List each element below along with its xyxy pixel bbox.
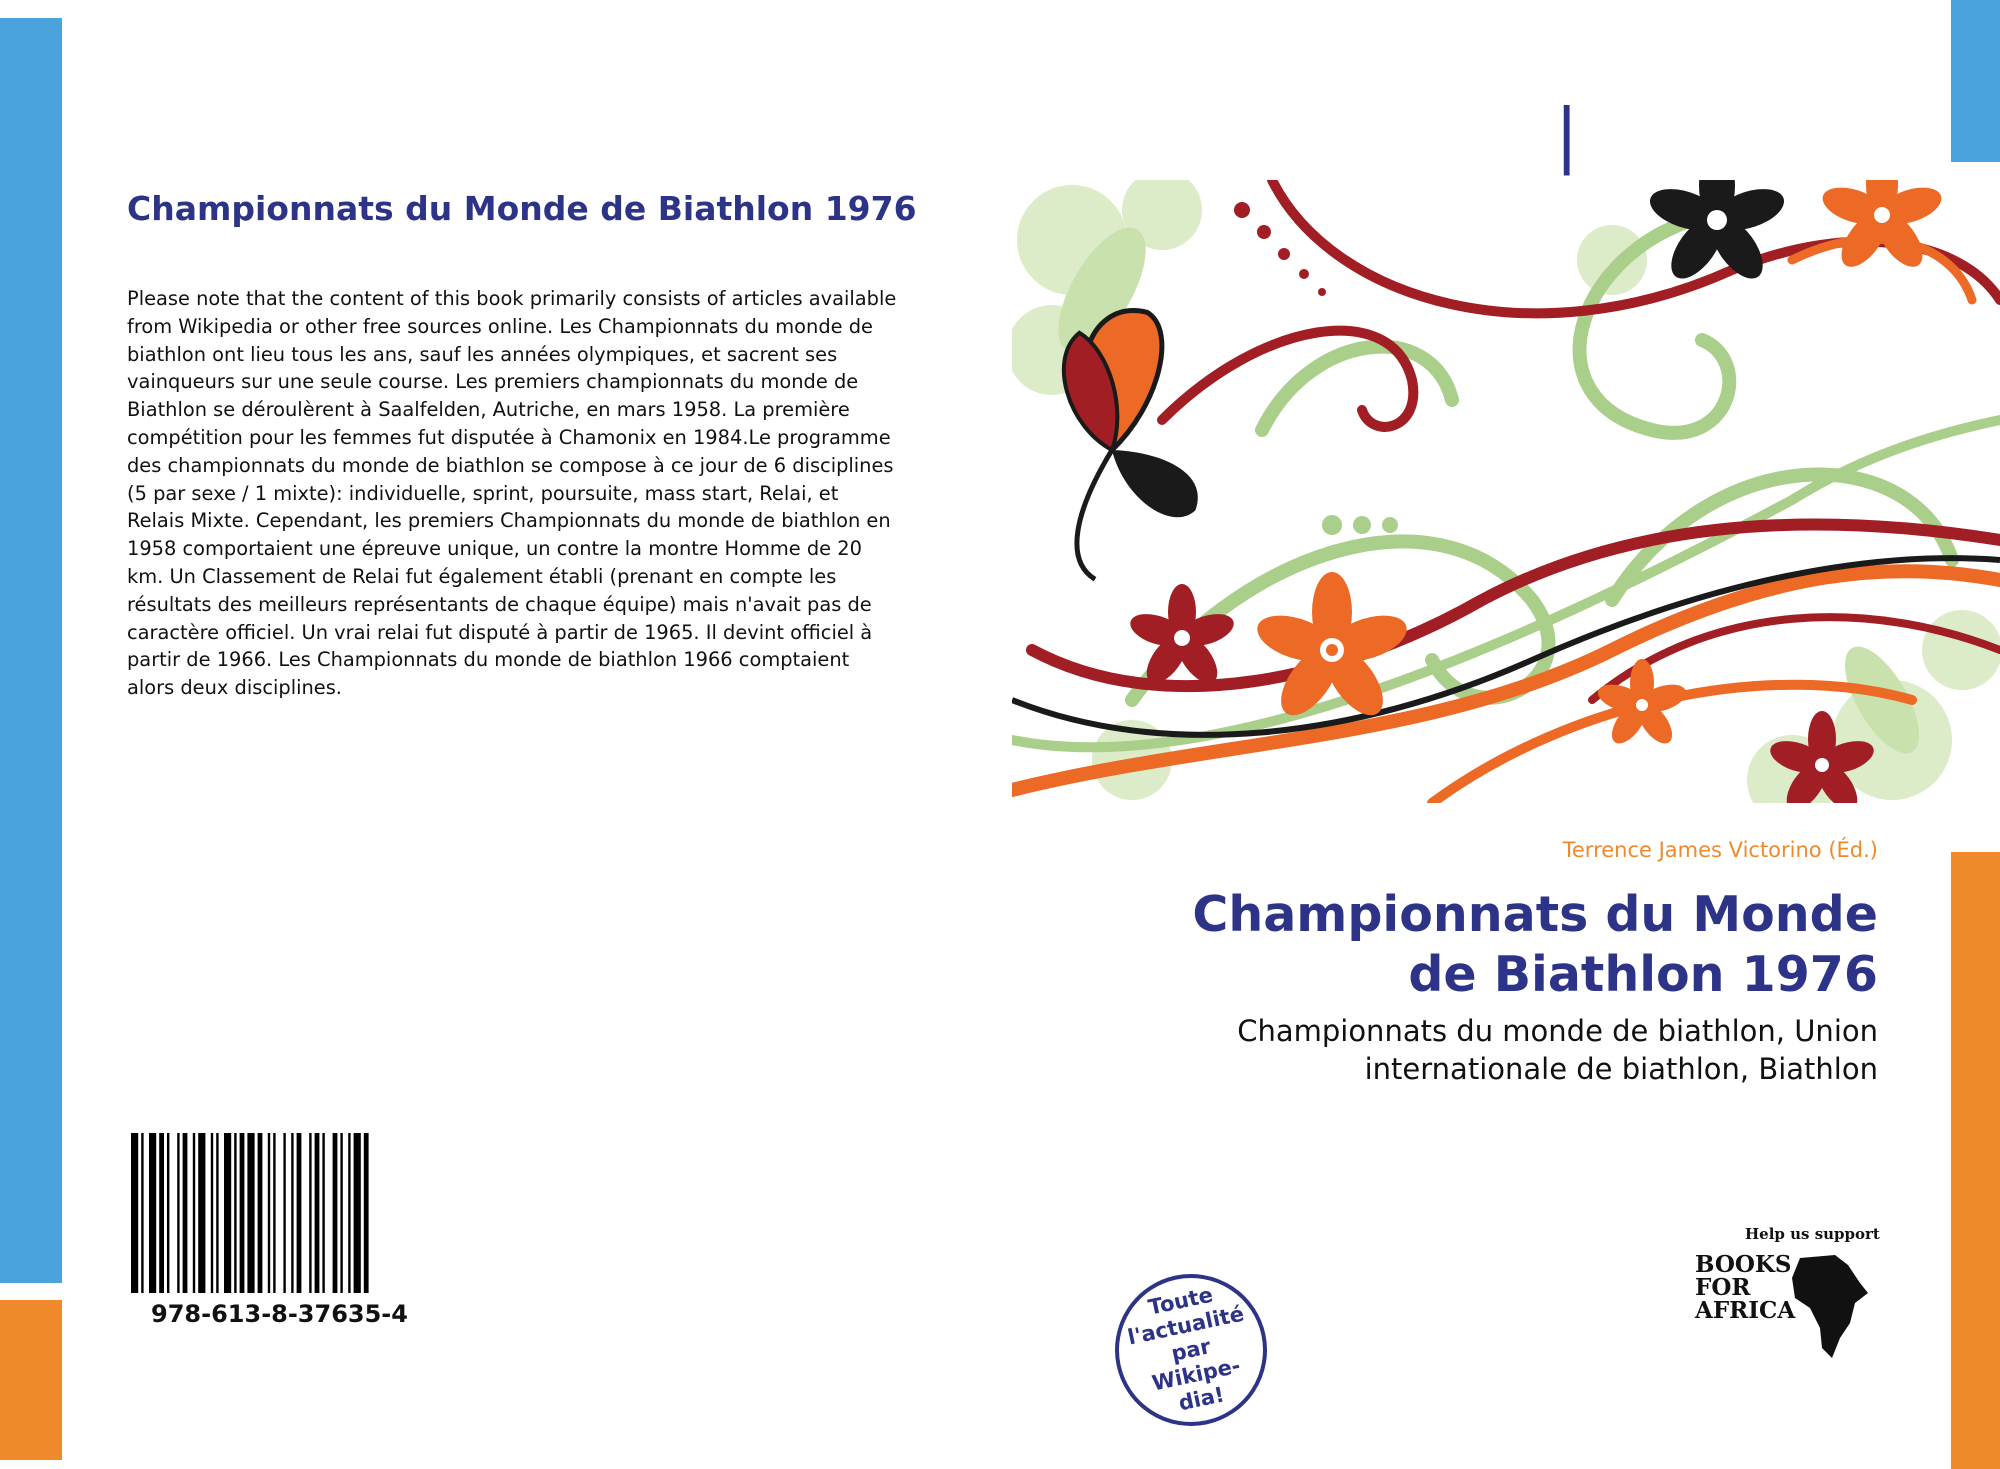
isbn-number: 978-613-8-37635-4 [151, 1300, 408, 1328]
barcode-bar [322, 1133, 324, 1293]
barcode-bar [315, 1133, 320, 1293]
barcode-bar [141, 1133, 143, 1293]
barcode-bar [193, 1133, 195, 1293]
barcode-bar [131, 1133, 138, 1293]
barcode-bar [149, 1133, 156, 1293]
back-cover-title: Championnats du Monde de Biathlon 1976 [127, 189, 917, 228]
logo-separator: | [1554, 94, 1587, 176]
publisher-logo [1385, 94, 1851, 176]
front-cover-subtitle: Championnats du monde de biathlon, Union internationale de biathlon, Biathlon [1237, 1014, 1878, 1086]
right-orange-bar [1951, 852, 2000, 1469]
barcode-bar [268, 1133, 270, 1293]
right-blue-bar [1951, 0, 2000, 162]
barcode-bar [309, 1133, 311, 1293]
cover-floral-illustration [1012, 180, 2000, 803]
barcode-bar [177, 1133, 179, 1293]
barcode-bar [273, 1133, 275, 1293]
barcode-bar [224, 1133, 231, 1293]
barcode-bar [240, 1133, 245, 1293]
barcode-bar [283, 1133, 285, 1293]
back-cover-description: Please note that the content of this book primarily consists of articles available from Wikipedia or other free sources online. Les Championnats du monde de biathlon ont lieu tous les ans, sauf les années olympiques, et sacrent ses vainqueurs sur une seule course. Les premiers championnats du monde de Biathlon se déroulèrent à Saalfelden, Autriche, en mars 1958. La première compétition pour les femmes fut disputée à Chamonix en 1984.Le programme des championnats du monde de biathlon se compose à ce jour de 6 disciplines (5 par sexe / 1 mixte): individuelle, sprint, poursuite, mass start, Relai, et Relais Mixte. Cependant, les premiers Championnats du monde de biathlon en 1958 comportaient une épreuve unique, un contre la montre Homme de 20 km. Un Classement de Relai fut également établi (prenant en compte les résultats des meilleurs représentants de chaque équipe) mais n'avait pas de caractère officiel. Un vrai relai fut disputé à partir de 1965. Il devint officiel à partir de 1966. Les Championnats du monde de biathlon 1966 comptaient alors deux disciplines. [127, 287, 897, 700]
barcode-bar [348, 1133, 350, 1293]
front-cover-title: Championnats du Monde de Biathlon 1976 [1192, 886, 1878, 1003]
barcode-bar [258, 1133, 263, 1293]
barcode-bar [247, 1133, 254, 1293]
barcode [127, 1133, 432, 1293]
left-blue-bar [0, 18, 62, 1283]
barcode-bar [333, 1133, 338, 1293]
left-orange-bar [0, 1300, 62, 1460]
editor-name: Terrence James Victorino (Éd.) [1562, 838, 1878, 862]
wikipedia-stamp [1101, 1260, 1281, 1440]
barcode-bar [211, 1133, 213, 1293]
barcode-bar [364, 1133, 369, 1293]
barcode-bar [291, 1133, 293, 1293]
bfa-line2: FOR [1695, 1274, 1751, 1301]
barcode-bar [183, 1133, 188, 1293]
barcode-bar [297, 1133, 302, 1293]
books-for-africa-logo [1695, 1225, 1880, 1365]
logo-part-press: PRESS [1586, 94, 1851, 176]
stamp-text: Toute l'actualité par Wikipe-dia! [1125, 1282, 1246, 1415]
bfa-line1: BOOKS [1695, 1251, 1792, 1278]
barcode-bar [216, 1133, 218, 1293]
logo-part-log: LOG [1385, 94, 1555, 176]
barcode-bars [127, 1133, 432, 1293]
barcode-bar [340, 1133, 342, 1293]
africa-map-icon [1790, 1253, 1870, 1363]
barcode-bar [167, 1133, 169, 1293]
barcode-bar [234, 1133, 236, 1293]
bfa-line3: AFRICA [1695, 1297, 1796, 1324]
barcode-bar [354, 1133, 361, 1293]
bfa-help-text: Help us support [1745, 1225, 1880, 1243]
barcode-bar [159, 1133, 164, 1293]
barcode-bar [198, 1133, 205, 1293]
